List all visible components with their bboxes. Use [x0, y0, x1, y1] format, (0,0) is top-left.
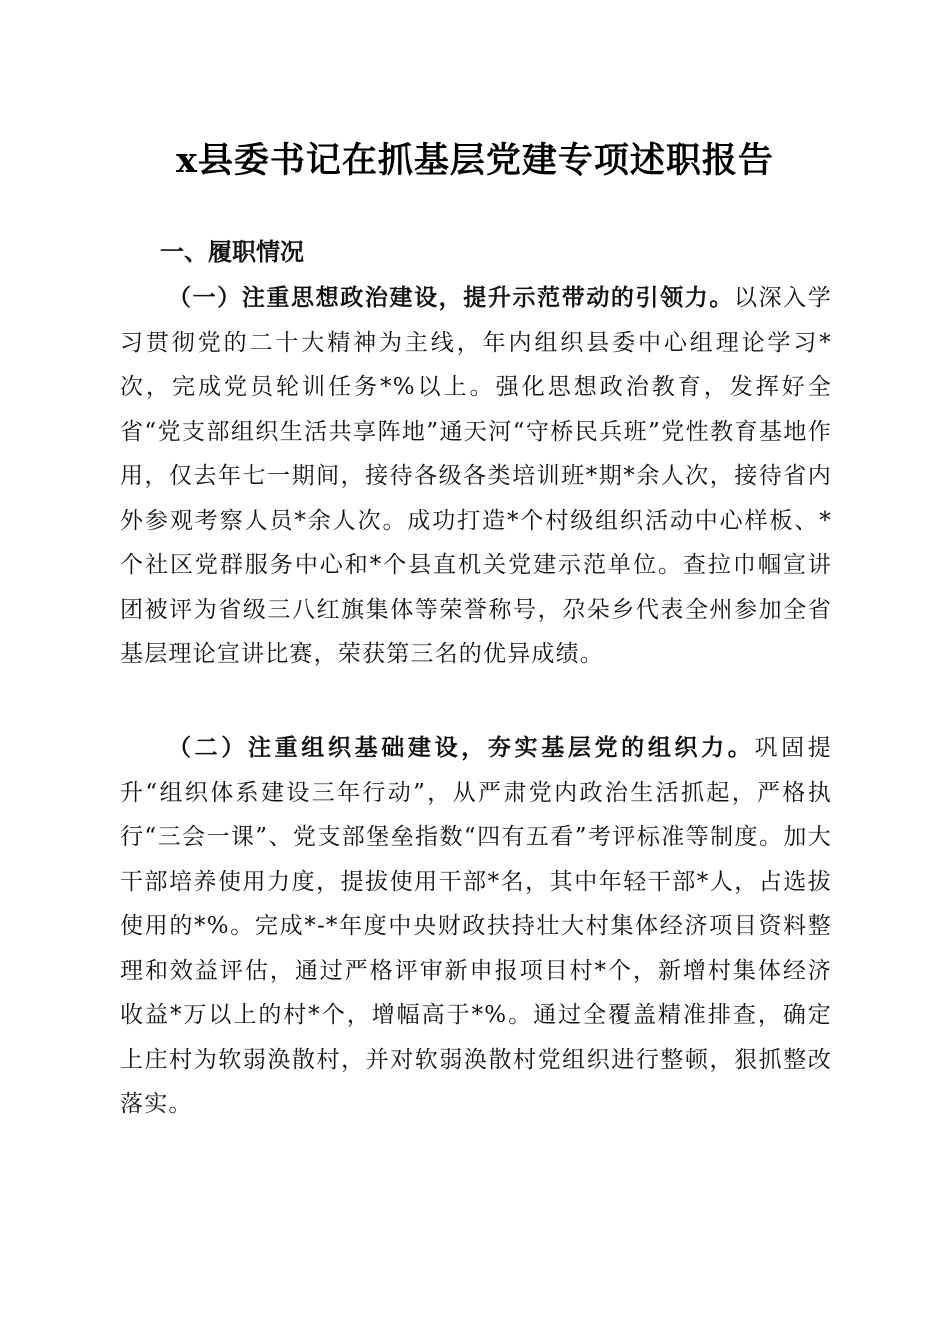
- paragraph-body: 以深入学习贯彻党的二十大精神为主线，年内组织县委中心组理论学习*次，完成党员轮训任务*%以上。强化思想政治教育，发挥好全省“党支部组织生活共享阵地”通天河“守桥民兵班”党性教育基地作用，仅去年七一期间，接待各级各类培训班*期*余人次，接待省内外参观考察人员*余人次。成功打造*个村级组织活动中心样板、*个社区党群服务中心和*个县直机关党建示范单位。查拉巾帼宣讲团被评为省级三八红旗集体等荣誉称号，尕朵乡代表全州参加全省基层理论宣讲比赛，荣获第三名的优异成绩。: [120, 285, 832, 667]
- paragraph-ideological-building: [120, 276, 832, 677]
- paragraph-body: 巩固提升“组织体系建设三年行动”，从严肃党内政治生活抓起，严格执行“三会一课”、党支部堡垒指数“四有五看”考评标准等制度。加大干部培养使用力度，提拔使用干部*名，其中年轻干部*人，占选拔使用的*%。完成*-*年度中央财政扶持壮大村集体经济项目资料整理和效益评估，通过严格评审新申报项目村*个，新增村集体经济收益*万以上的村*个，增幅高于*%。通过全覆盖精准排查，确定上庄村为软弱涣散村，并对软弱涣散村党组织进行整顿，狠抓整改落实。: [120, 735, 832, 1117]
- paragraph-organization-building: [120, 726, 832, 1127]
- paragraph-lead: （一）注重思想政治建设，提升示范带动的引领力。: [168, 285, 734, 311]
- paragraph-lead: （二）注重组织基础建设，夯实基层党的组织力。: [168, 735, 755, 761]
- section-heading-performance: 一、履职情况: [160, 238, 304, 266]
- document-title: x县委书记在抓基层党建专项述职报告: [176, 140, 774, 181]
